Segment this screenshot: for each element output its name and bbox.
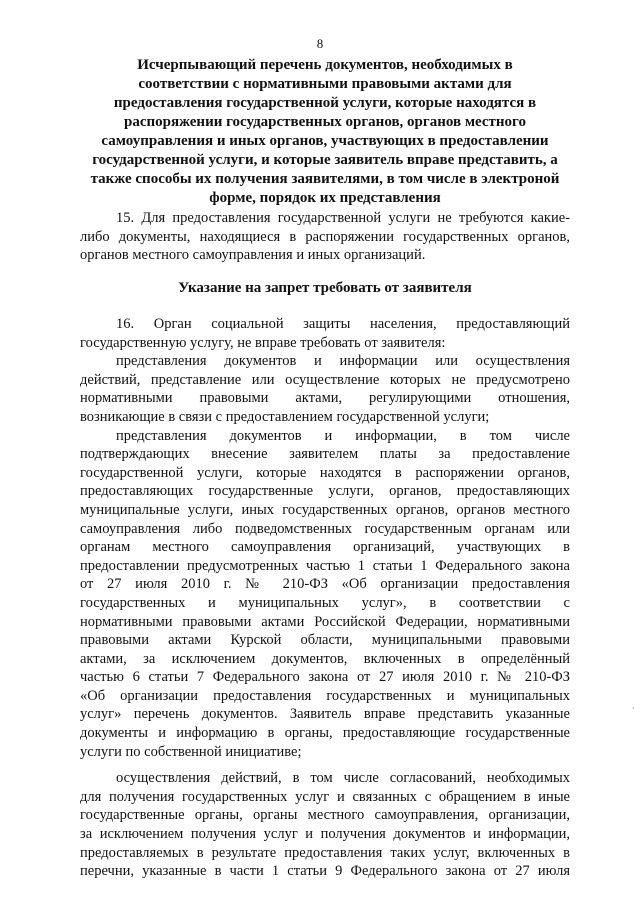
text-line: правовыми актами Курской области, муниципальными правовыми xyxy=(80,632,570,649)
text-line: предоставляемых в результате предоставления таких услуг, включенных в xyxy=(80,844,570,861)
text-line: перечни, указанные в части 1 статьи 9 Федерального закона от 27 июля xyxy=(80,863,570,880)
text-line: представления документов и информации, в том числе xyxy=(116,427,570,444)
heading-line: самоуправления и иных органов, участвующих в предоставлении xyxy=(101,133,549,149)
text-line: самоуправления либо подведомственных государственным органам или xyxy=(80,520,570,537)
text-line: услуги по собственной инициативе; xyxy=(80,743,302,760)
heading-line: форме, порядок их представления xyxy=(209,190,441,206)
text-line: 16. Орган социальной защиты населения, предоставляющий xyxy=(116,316,570,332)
text-line: государственной услуги, которые находятся в распоряжении органов, xyxy=(80,464,570,481)
text-line: частью 6 статьи 7 Федерального закона от 27 июля 2010 г. № 210-ФЗ xyxy=(80,669,570,686)
text-line: осуществления действий, в том числе согласований, необходимых xyxy=(116,770,570,787)
text-line: услуг» перечень документов. Заявитель вправе представить указанные xyxy=(80,706,570,723)
paragraph-15 xyxy=(80,209,570,265)
text-line: органов местного самоуправления и иных организаций. xyxy=(80,247,426,264)
text-line: представления документов и информации или осуществления xyxy=(116,353,570,370)
text-line: от 27 июля 2010 г. № 210-ФЗ «Об организации предоставления xyxy=(80,576,570,593)
heading-line: предоставления государственной услуги, которые находятся в xyxy=(113,95,537,111)
text-line: нормативными правовыми актами Российской Федерации, нормативными xyxy=(80,613,570,630)
text-line: действий, представление или осуществление которых не предусмотрено xyxy=(80,371,570,388)
text-line: подтверждающих внесение заявителем платы за предоставление xyxy=(80,446,570,463)
heading-line: Исчерпывающий перечень документов, необходимых в xyxy=(137,57,513,73)
item-3 xyxy=(80,769,570,881)
text-line: органам местного самоуправления организаций, участвующих в xyxy=(80,539,570,556)
text-line: 15. Для предоставления государственной услуги не требуются какие- xyxy=(116,210,570,226)
text-line: «Об организации предоставления государственных и муниципальных xyxy=(80,687,570,704)
section-heading-documents xyxy=(90,56,560,208)
text-line: для получения государственных услуг и связанных с обращением в иные xyxy=(80,788,570,805)
text-line: актами, за исключением документов, включенных в определённый xyxy=(80,650,570,667)
text-line: предоставляющих государственные услуги, органов, предоставляющих xyxy=(80,483,570,500)
text-line: нормативными правовыми актами, регулирующими отношения, xyxy=(80,390,570,407)
heading-line: также способы их получения заявителями, в том числе в электроной xyxy=(90,171,560,187)
heading-line: соответствии с нормативными правовыми актами для xyxy=(138,76,512,92)
text-line: государственных и муниципальных услуг», в соответствии с xyxy=(80,594,570,611)
margin-mark: , xyxy=(632,700,635,710)
page-number: 8 xyxy=(316,36,324,51)
heading-line: государственной услуги, и которые заявитель вправе представить, а xyxy=(92,152,558,168)
text-line: либо документы, находящиеся в распоряжении государственных органов, xyxy=(80,228,570,245)
text-line: муниципальные услуги, иных государственных органов, органов местного xyxy=(80,501,570,518)
heading-line: Указание на запрет требовать от заявителя xyxy=(178,280,472,296)
text-line: за исключением получения услуг и получения документов и информации, xyxy=(80,826,570,843)
section-heading-ban xyxy=(90,279,560,298)
text-line: государственную услугу, не вправе требовать от заявителя: xyxy=(80,334,446,351)
heading-line: распоряжении государственных органов, органов местного xyxy=(124,114,526,130)
text-line: предоставлении предусмотренных частью 1 статьи 1 Федерального закона xyxy=(80,557,570,574)
text-line: государственные органы, органы местного самоуправления, организации, xyxy=(80,807,570,824)
text-line: документы и информацию в органы, предоставляющие государственные xyxy=(80,725,570,742)
text-line: возникающие в связи с предоставлением государственной услуги; xyxy=(80,408,490,425)
paragraph-16 xyxy=(80,315,570,881)
